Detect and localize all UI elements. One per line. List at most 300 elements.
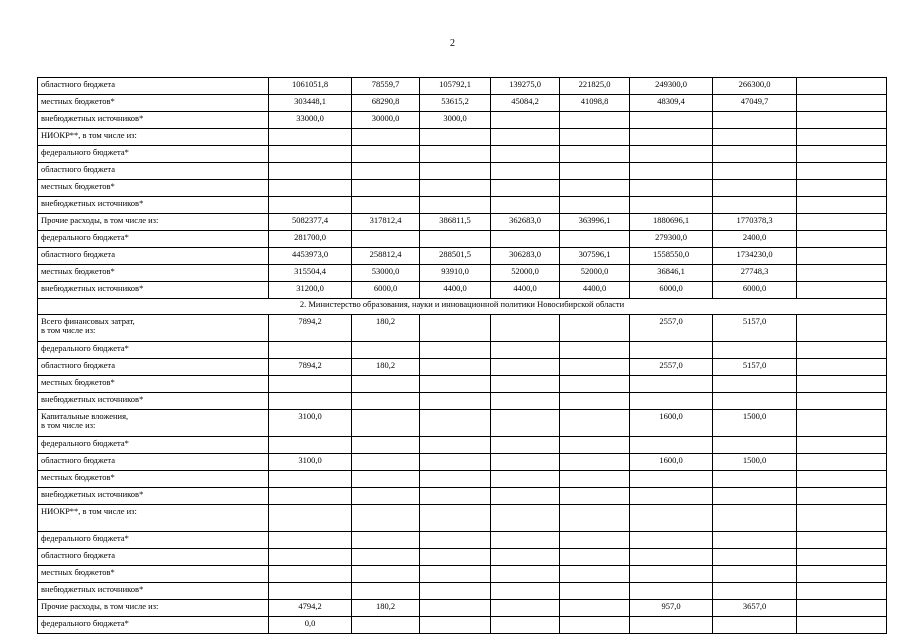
value-cell — [491, 393, 560, 410]
table-row — [38, 95, 887, 112]
value-cell — [560, 231, 630, 248]
value-cell — [560, 180, 630, 197]
value-cell — [797, 617, 887, 634]
value-cell: 4400,0 — [491, 282, 560, 299]
value-cell — [560, 454, 630, 471]
table-row — [38, 505, 887, 532]
value-cell — [352, 471, 420, 488]
table-row — [38, 488, 887, 505]
value-cell — [630, 112, 713, 129]
value-cell — [560, 163, 630, 180]
value-cell — [491, 112, 560, 129]
value-cell — [269, 146, 352, 163]
value-cell — [269, 471, 352, 488]
value-cell — [352, 410, 420, 437]
value-cell — [797, 315, 887, 342]
value-cell — [630, 488, 713, 505]
value-cell: 315504,4 — [269, 265, 352, 282]
value-cell — [630, 617, 713, 634]
value-cell — [797, 95, 887, 112]
value-cell — [491, 505, 560, 532]
table-row — [38, 342, 887, 359]
value-cell — [560, 583, 630, 600]
table-row — [38, 231, 887, 248]
value-cell — [420, 532, 491, 549]
value-cell: 362683,0 — [491, 214, 560, 231]
value-cell — [630, 197, 713, 214]
value-cell — [713, 583, 797, 600]
value-cell — [491, 437, 560, 454]
value-cell: 1500,0 — [713, 454, 797, 471]
value-cell: 2557,0 — [630, 359, 713, 376]
value-cell — [630, 437, 713, 454]
value-cell: 7894,2 — [269, 359, 352, 376]
row-label: местных бюджетов* — [38, 471, 269, 488]
section-title: 2. Министерство образования, науки и инновационной политики Новосибирской области — [38, 299, 887, 315]
value-cell: 386811,5 — [420, 214, 491, 231]
value-cell — [560, 112, 630, 129]
value-cell — [560, 376, 630, 393]
value-cell — [630, 471, 713, 488]
value-cell — [491, 600, 560, 617]
value-cell — [269, 163, 352, 180]
value-cell — [491, 315, 560, 342]
value-cell — [420, 471, 491, 488]
value-cell — [560, 197, 630, 214]
value-cell — [352, 129, 420, 146]
value-cell: 957,0 — [630, 600, 713, 617]
value-cell — [420, 454, 491, 471]
table-row — [38, 163, 887, 180]
value-cell — [560, 410, 630, 437]
value-cell — [491, 129, 560, 146]
row-label: Всего финансовых затрат, в том числе из: — [38, 315, 269, 342]
value-cell: 48309,4 — [630, 95, 713, 112]
section-header-row — [38, 299, 887, 315]
value-cell — [352, 532, 420, 549]
page-number: 2 — [450, 38, 455, 49]
value-cell: 52000,0 — [491, 265, 560, 282]
value-cell — [713, 617, 797, 634]
value-cell: 33000,0 — [269, 112, 352, 129]
value-cell: 4400,0 — [560, 282, 630, 299]
value-cell — [560, 146, 630, 163]
value-cell — [491, 163, 560, 180]
value-cell — [491, 617, 560, 634]
value-cell — [491, 532, 560, 549]
value-cell — [420, 488, 491, 505]
value-cell — [713, 505, 797, 532]
table-row — [38, 583, 887, 600]
row-label: местных бюджетов* — [38, 180, 269, 197]
table-row — [38, 146, 887, 163]
value-cell — [797, 112, 887, 129]
value-cell — [713, 376, 797, 393]
value-cell — [797, 566, 887, 583]
row-label: НИОКР**, в том числе из: — [38, 129, 269, 146]
value-cell — [420, 393, 491, 410]
value-cell — [797, 471, 887, 488]
value-cell — [560, 315, 630, 342]
value-cell — [269, 488, 352, 505]
value-cell — [797, 505, 887, 532]
value-cell: 1600,0 — [630, 454, 713, 471]
table-row — [38, 112, 887, 129]
value-cell: 3000,0 — [420, 112, 491, 129]
value-cell: 307596,1 — [560, 248, 630, 265]
value-cell — [797, 248, 887, 265]
value-cell — [420, 410, 491, 437]
value-cell — [630, 393, 713, 410]
value-cell — [797, 583, 887, 600]
value-cell — [797, 437, 887, 454]
table-row — [38, 393, 887, 410]
value-cell: 3100,0 — [269, 410, 352, 437]
value-cell: 53000,0 — [352, 265, 420, 282]
value-cell — [420, 315, 491, 342]
value-cell — [560, 471, 630, 488]
value-cell — [630, 583, 713, 600]
value-cell — [420, 505, 491, 532]
table-row — [38, 197, 887, 214]
value-cell: 180,2 — [352, 600, 420, 617]
value-cell: 2557,0 — [630, 315, 713, 342]
value-cell — [797, 180, 887, 197]
table-row — [38, 248, 887, 265]
value-cell: 93910,0 — [420, 265, 491, 282]
value-cell: 45084,2 — [491, 95, 560, 112]
table-row — [38, 376, 887, 393]
value-cell: 30000,0 — [352, 112, 420, 129]
value-cell — [630, 163, 713, 180]
value-cell — [560, 549, 630, 566]
value-cell: 4400,0 — [420, 282, 491, 299]
value-cell — [713, 532, 797, 549]
value-cell — [352, 617, 420, 634]
value-cell — [797, 410, 887, 437]
table-row — [38, 549, 887, 566]
value-cell — [491, 197, 560, 214]
row-label: федерального бюджета* — [38, 146, 269, 163]
value-cell — [269, 393, 352, 410]
value-cell — [491, 410, 560, 437]
value-cell — [713, 437, 797, 454]
value-cell — [420, 146, 491, 163]
value-cell: 281700,0 — [269, 231, 352, 248]
value-cell — [352, 146, 420, 163]
value-cell: 180,2 — [352, 359, 420, 376]
value-cell — [713, 549, 797, 566]
table-row — [38, 359, 887, 376]
value-cell — [713, 488, 797, 505]
row-label: федерального бюджета* — [38, 617, 269, 634]
value-cell — [269, 437, 352, 454]
value-cell — [713, 342, 797, 359]
table-row — [38, 600, 887, 617]
value-cell — [797, 549, 887, 566]
value-cell — [352, 488, 420, 505]
value-cell — [630, 549, 713, 566]
value-cell — [269, 197, 352, 214]
row-label: внебюджетных источников* — [38, 583, 269, 600]
value-cell — [560, 505, 630, 532]
value-cell — [491, 359, 560, 376]
value-cell — [560, 129, 630, 146]
value-cell — [491, 376, 560, 393]
table-row — [38, 566, 887, 583]
value-cell: 5157,0 — [713, 315, 797, 342]
value-cell — [630, 376, 713, 393]
row-label: областного бюджета — [38, 163, 269, 180]
value-cell — [269, 566, 352, 583]
value-cell — [352, 197, 420, 214]
value-cell — [269, 129, 352, 146]
value-cell — [630, 129, 713, 146]
value-cell: 139275,0 — [491, 78, 560, 95]
value-cell — [352, 376, 420, 393]
value-cell: 1061051,8 — [269, 78, 352, 95]
value-cell: 1500,0 — [713, 410, 797, 437]
value-cell — [560, 437, 630, 454]
row-label: местных бюджетов* — [38, 566, 269, 583]
value-cell — [713, 129, 797, 146]
row-label: областного бюджета — [38, 248, 269, 265]
value-cell: 221825,0 — [560, 78, 630, 95]
row-label: федерального бюджета* — [38, 342, 269, 359]
table-row — [38, 454, 887, 471]
table-row — [38, 471, 887, 488]
value-cell: 3100,0 — [269, 454, 352, 471]
value-cell — [420, 197, 491, 214]
value-cell — [352, 505, 420, 532]
value-cell — [491, 549, 560, 566]
row-label: областного бюджета — [38, 549, 269, 566]
value-cell — [797, 78, 887, 95]
value-cell: 4794,2 — [269, 600, 352, 617]
value-cell: 78559,7 — [352, 78, 420, 95]
value-cell: 1734230,0 — [713, 248, 797, 265]
value-cell: 249300,0 — [630, 78, 713, 95]
value-cell — [352, 549, 420, 566]
value-cell — [352, 454, 420, 471]
value-cell — [713, 471, 797, 488]
value-cell — [420, 437, 491, 454]
value-cell: 53615,2 — [420, 95, 491, 112]
value-cell: 363996,1 — [560, 214, 630, 231]
value-cell — [352, 342, 420, 359]
value-cell — [630, 180, 713, 197]
value-cell: 258812,4 — [352, 248, 420, 265]
table-row — [38, 617, 887, 634]
table-row — [38, 180, 887, 197]
value-cell — [269, 376, 352, 393]
row-label: НИОКР**, в том числе из: — [38, 505, 269, 532]
row-label: Прочие расходы, в том числе из: — [38, 214, 269, 231]
value-cell — [713, 146, 797, 163]
value-cell — [560, 532, 630, 549]
value-cell: 180,2 — [352, 315, 420, 342]
value-cell: 1558550,0 — [630, 248, 713, 265]
value-cell — [269, 180, 352, 197]
value-cell — [491, 342, 560, 359]
row-label: федерального бюджета* — [38, 532, 269, 549]
value-cell: 1770378,3 — [713, 214, 797, 231]
value-cell — [420, 359, 491, 376]
value-cell: 36846,1 — [630, 265, 713, 282]
value-cell — [560, 488, 630, 505]
table-row — [38, 78, 887, 95]
value-cell — [420, 600, 491, 617]
value-cell — [797, 454, 887, 471]
value-cell: 279300,0 — [630, 231, 713, 248]
value-cell — [420, 342, 491, 359]
value-cell — [713, 566, 797, 583]
value-cell — [797, 282, 887, 299]
value-cell — [420, 231, 491, 248]
row-label: внебюджетных источников* — [38, 282, 269, 299]
value-cell: 306283,0 — [491, 248, 560, 265]
row-label: внебюджетных источников* — [38, 197, 269, 214]
value-cell — [797, 532, 887, 549]
table-row — [38, 129, 887, 146]
value-cell — [491, 231, 560, 248]
value-cell — [269, 583, 352, 600]
row-label: внебюджетных источников* — [38, 488, 269, 505]
value-cell — [797, 231, 887, 248]
value-cell: 5157,0 — [713, 359, 797, 376]
value-cell: 6000,0 — [713, 282, 797, 299]
value-cell — [420, 376, 491, 393]
row-label: федерального бюджета* — [38, 437, 269, 454]
row-label: областного бюджета — [38, 454, 269, 471]
value-cell: 2400,0 — [713, 231, 797, 248]
value-cell — [352, 566, 420, 583]
value-cell — [420, 549, 491, 566]
value-cell — [352, 163, 420, 180]
value-cell — [491, 146, 560, 163]
row-label: Капитальные вложения, в том числе из: — [38, 410, 269, 437]
value-cell — [560, 393, 630, 410]
value-cell — [630, 146, 713, 163]
row-label: местных бюджетов* — [38, 265, 269, 282]
value-cell — [491, 583, 560, 600]
value-cell: 288501,5 — [420, 248, 491, 265]
value-cell — [797, 214, 887, 231]
value-cell — [713, 197, 797, 214]
value-cell — [630, 566, 713, 583]
value-cell: 27748,3 — [713, 265, 797, 282]
row-label: местных бюджетов* — [38, 376, 269, 393]
value-cell — [560, 617, 630, 634]
value-cell — [491, 488, 560, 505]
value-cell — [797, 359, 887, 376]
value-cell: 1880696,1 — [630, 214, 713, 231]
value-cell: 47049,7 — [713, 95, 797, 112]
row-label: федерального бюджета* — [38, 231, 269, 248]
row-label: внебюджетных источников* — [38, 112, 269, 129]
value-cell — [630, 342, 713, 359]
value-cell — [491, 471, 560, 488]
value-cell — [797, 376, 887, 393]
value-cell — [713, 180, 797, 197]
row-label: местных бюджетов* — [38, 95, 269, 112]
value-cell — [797, 342, 887, 359]
value-cell — [269, 342, 352, 359]
table-row — [38, 282, 887, 299]
value-cell — [630, 532, 713, 549]
value-cell: 303448,1 — [269, 95, 352, 112]
value-cell — [420, 617, 491, 634]
table-row — [38, 214, 887, 231]
value-cell — [491, 454, 560, 471]
row-label: внебюджетных источников* — [38, 393, 269, 410]
table-row — [38, 437, 887, 454]
table-row — [38, 532, 887, 549]
value-cell: 41098,8 — [560, 95, 630, 112]
value-cell — [797, 197, 887, 214]
value-cell — [560, 566, 630, 583]
value-cell — [560, 600, 630, 617]
financing-table — [37, 77, 887, 634]
value-cell: 5082377,4 — [269, 214, 352, 231]
value-cell: 105792,1 — [420, 78, 491, 95]
value-cell — [420, 583, 491, 600]
value-cell — [269, 532, 352, 549]
value-cell — [352, 437, 420, 454]
value-cell — [713, 393, 797, 410]
value-cell — [491, 566, 560, 583]
value-cell: 6000,0 — [630, 282, 713, 299]
value-cell: 266300,0 — [713, 78, 797, 95]
table-row — [38, 315, 887, 342]
value-cell: 317812,4 — [352, 214, 420, 231]
value-cell — [420, 566, 491, 583]
value-cell — [269, 505, 352, 532]
value-cell — [797, 393, 887, 410]
value-cell — [797, 600, 887, 617]
value-cell — [352, 583, 420, 600]
value-cell — [269, 549, 352, 566]
value-cell — [797, 146, 887, 163]
value-cell — [491, 180, 560, 197]
value-cell — [420, 180, 491, 197]
value-cell — [352, 180, 420, 197]
value-cell — [560, 342, 630, 359]
row-label: областного бюджета — [38, 78, 269, 95]
value-cell — [630, 505, 713, 532]
value-cell — [797, 163, 887, 180]
table-row — [38, 265, 887, 282]
value-cell: 68290,8 — [352, 95, 420, 112]
value-cell — [352, 393, 420, 410]
value-cell — [797, 488, 887, 505]
value-cell: 7894,2 — [269, 315, 352, 342]
value-cell: 0,0 — [269, 617, 352, 634]
value-cell: 31200,0 — [269, 282, 352, 299]
value-cell — [420, 129, 491, 146]
value-cell — [797, 129, 887, 146]
value-cell — [797, 265, 887, 282]
value-cell — [713, 112, 797, 129]
value-cell: 1600,0 — [630, 410, 713, 437]
row-label: Прочие расходы, в том числе из: — [38, 600, 269, 617]
value-cell: 52000,0 — [560, 265, 630, 282]
value-cell: 3657,0 — [713, 600, 797, 617]
table-row — [38, 410, 887, 437]
value-cell — [560, 359, 630, 376]
value-cell — [713, 163, 797, 180]
row-label: областного бюджета — [38, 359, 269, 376]
